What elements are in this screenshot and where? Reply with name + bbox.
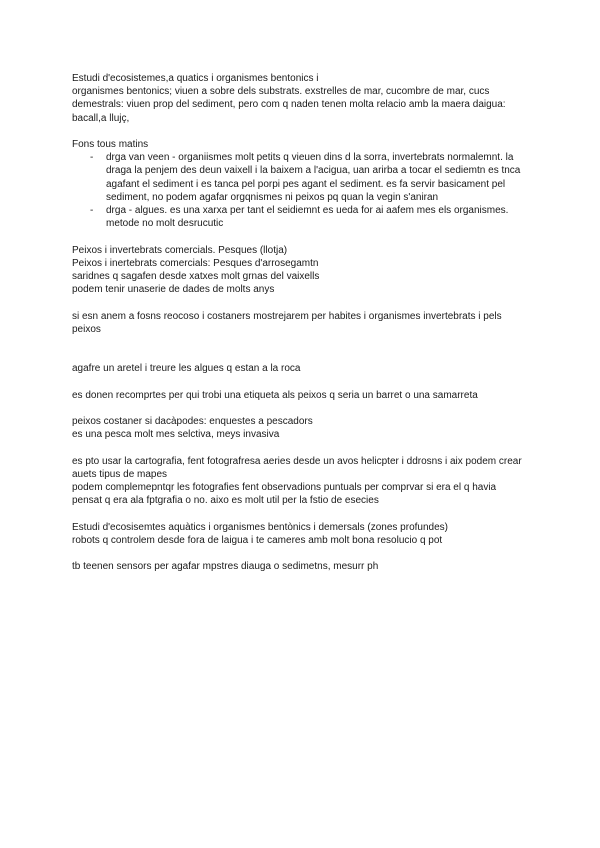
spacer [72, 336, 522, 362]
text-line: si esn anem a fosns reocoso i costaners mostrejarem per habites i organismes invertebrats i pels peixos [72, 310, 502, 335]
text-line: demestrals: viuen prop del sediment, pero com q naden tenen molta relacio amb la maera daigua: bacall,a llujç, [72, 99, 506, 124]
tagging-paragraph [72, 389, 522, 402]
spacer [72, 402, 522, 415]
spacer [72, 508, 522, 521]
text-line: peixos costaner si dacàpodes: enquestes a pescadors [72, 416, 313, 428]
sampling-methods-list [72, 151, 522, 230]
text-line: podem complemepntqr les fotografies fent observadions puntuals per comprvar si era el q havia pensat q era ala fptgrafia o no. aixo es molt util per la fstio de esecies [72, 482, 497, 507]
commercial-fish-paragraph [72, 244, 522, 297]
spacer [72, 376, 522, 389]
spacer [72, 125, 522, 138]
text-line: Estudi d'ecosisemtes aquàtics i organismes bentònics i demersals (zones profundes) [72, 521, 448, 533]
document-body [72, 72, 522, 574]
spacer [72, 230, 522, 243]
text-line: podem tenir unaserie de dades de molts anys [72, 284, 275, 296]
text-line: es una pesca molt mes selctiva, meys invasiva [72, 429, 280, 441]
dash-bullet: - [90, 205, 94, 217]
list-item [72, 204, 522, 230]
spacer [72, 296, 522, 309]
text-line: es donen recomprtes per qui trobi una etiqueta als peixos q seria un barret o una samarreta [72, 389, 478, 401]
list-item-text: drga van veen - organiismes molt petits q vieuen dins d la sorra, invertebrats normalemnt. la draga la penjem des deun vaixell i la baixem a l'acigua, uan arirba a tocar el sediemtn es tnca agafant el sediment i es tanca pel porpi pes agant el sediment. es fa servir basicament pel sediment, no podem agafar orgqnismes ni peixos pq quan la vegin s'aniran [106, 152, 521, 203]
text-line: agafre un aretel i treure les algues q estan a la roca [72, 363, 301, 375]
soft-bottom-section [72, 138, 522, 230]
rocky-bottom-paragraph [72, 310, 522, 336]
text-line: saridnes q sagafen desde xatxes molt grnas del vaixells [72, 271, 320, 283]
deep-ecosystems-paragraph [72, 521, 522, 547]
list-item [72, 151, 522, 204]
text-line: Estudi d'ecosistemes,a quatics i organismes bentonics i [72, 73, 319, 84]
section-heading: Fons tous matins [72, 139, 149, 150]
sensors-paragraph [72, 560, 522, 573]
text-line: Peixos i inertebrats comercials: Pesques d'arrosegamtn [72, 257, 319, 269]
text-line: Peixos i invertebrats comercials. Pesques (llotja) [72, 244, 288, 256]
spacer [72, 547, 522, 560]
text-line: robots q controlem desde fora de laigua i te cameres amb molt bona resolucio q pot [72, 534, 443, 546]
text-line: organismes bentonics; viuen a sobre dels substrats. exstrelles de mar, cucombre de mar, cucs [72, 86, 490, 98]
dash-bullet: - [90, 152, 94, 164]
cartography-paragraph [72, 455, 522, 508]
text-line: es pto usar la cartografia, fent fotografresa aeries desde un avos helicpter i ddrosns i aix podem crear auets tipus de mapes [72, 455, 522, 480]
coastal-fish-paragraph [72, 415, 522, 441]
text-line: tb teenen sensors per agafar mpstres diauga o sedimetns, mesurr ph [72, 561, 379, 573]
intro-paragraph [72, 72, 522, 125]
spacer [72, 442, 522, 455]
algae-paragraph [72, 362, 522, 375]
list-item-text: drga - algues. es una xarxa per tant el seidiemnt es ueda for ai aafem mes els organismes. metode no molt desrucutic [106, 205, 509, 230]
